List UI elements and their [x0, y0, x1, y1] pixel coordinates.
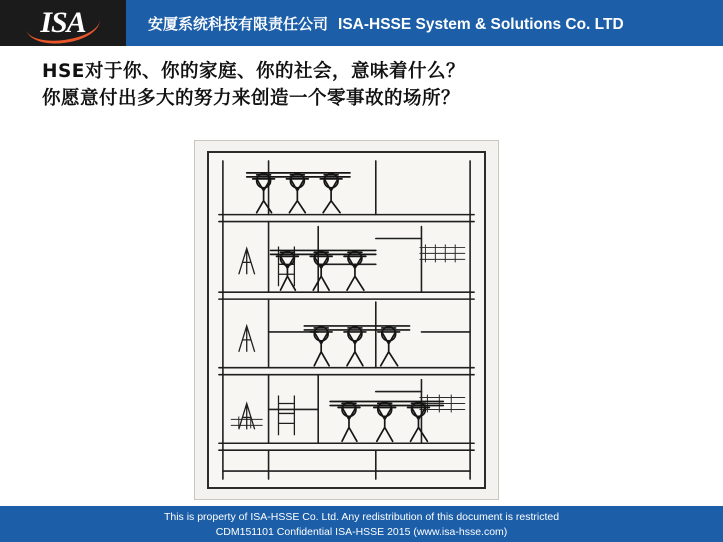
- scaffolding-sketch-icon: [209, 153, 484, 487]
- illustration-frame: [194, 140, 499, 500]
- illustration-inner: [207, 151, 486, 489]
- logo-text: ISA: [40, 6, 86, 39]
- title-line-2: 你愿意付出多大的努力来创造一个零事故的场所？: [42, 88, 461, 109]
- slide-title: [42, 58, 682, 112]
- company-logo: [0, 0, 126, 46]
- footer-line-2: CDM151101 Confidential ISA-HSSE 2015 (www.isa-hsse.com): [215, 526, 508, 538]
- title-line-1: HSE对于你、你的家庭、你的社会，意味着什么？: [42, 61, 465, 82]
- header-bar: [0, 0, 723, 46]
- company-name-en: ISA-HSSE System & Solutions Co. LTD: [338, 15, 624, 33]
- company-name-cn: 安厦系统科技有限责任公司: [148, 14, 329, 33]
- footer-bar: [0, 506, 723, 542]
- footer-line-1: This is property of ISA-HSSE Co. Ltd. Any redistribution of this document is restricted: [163, 511, 560, 523]
- header-title: [126, 13, 624, 34]
